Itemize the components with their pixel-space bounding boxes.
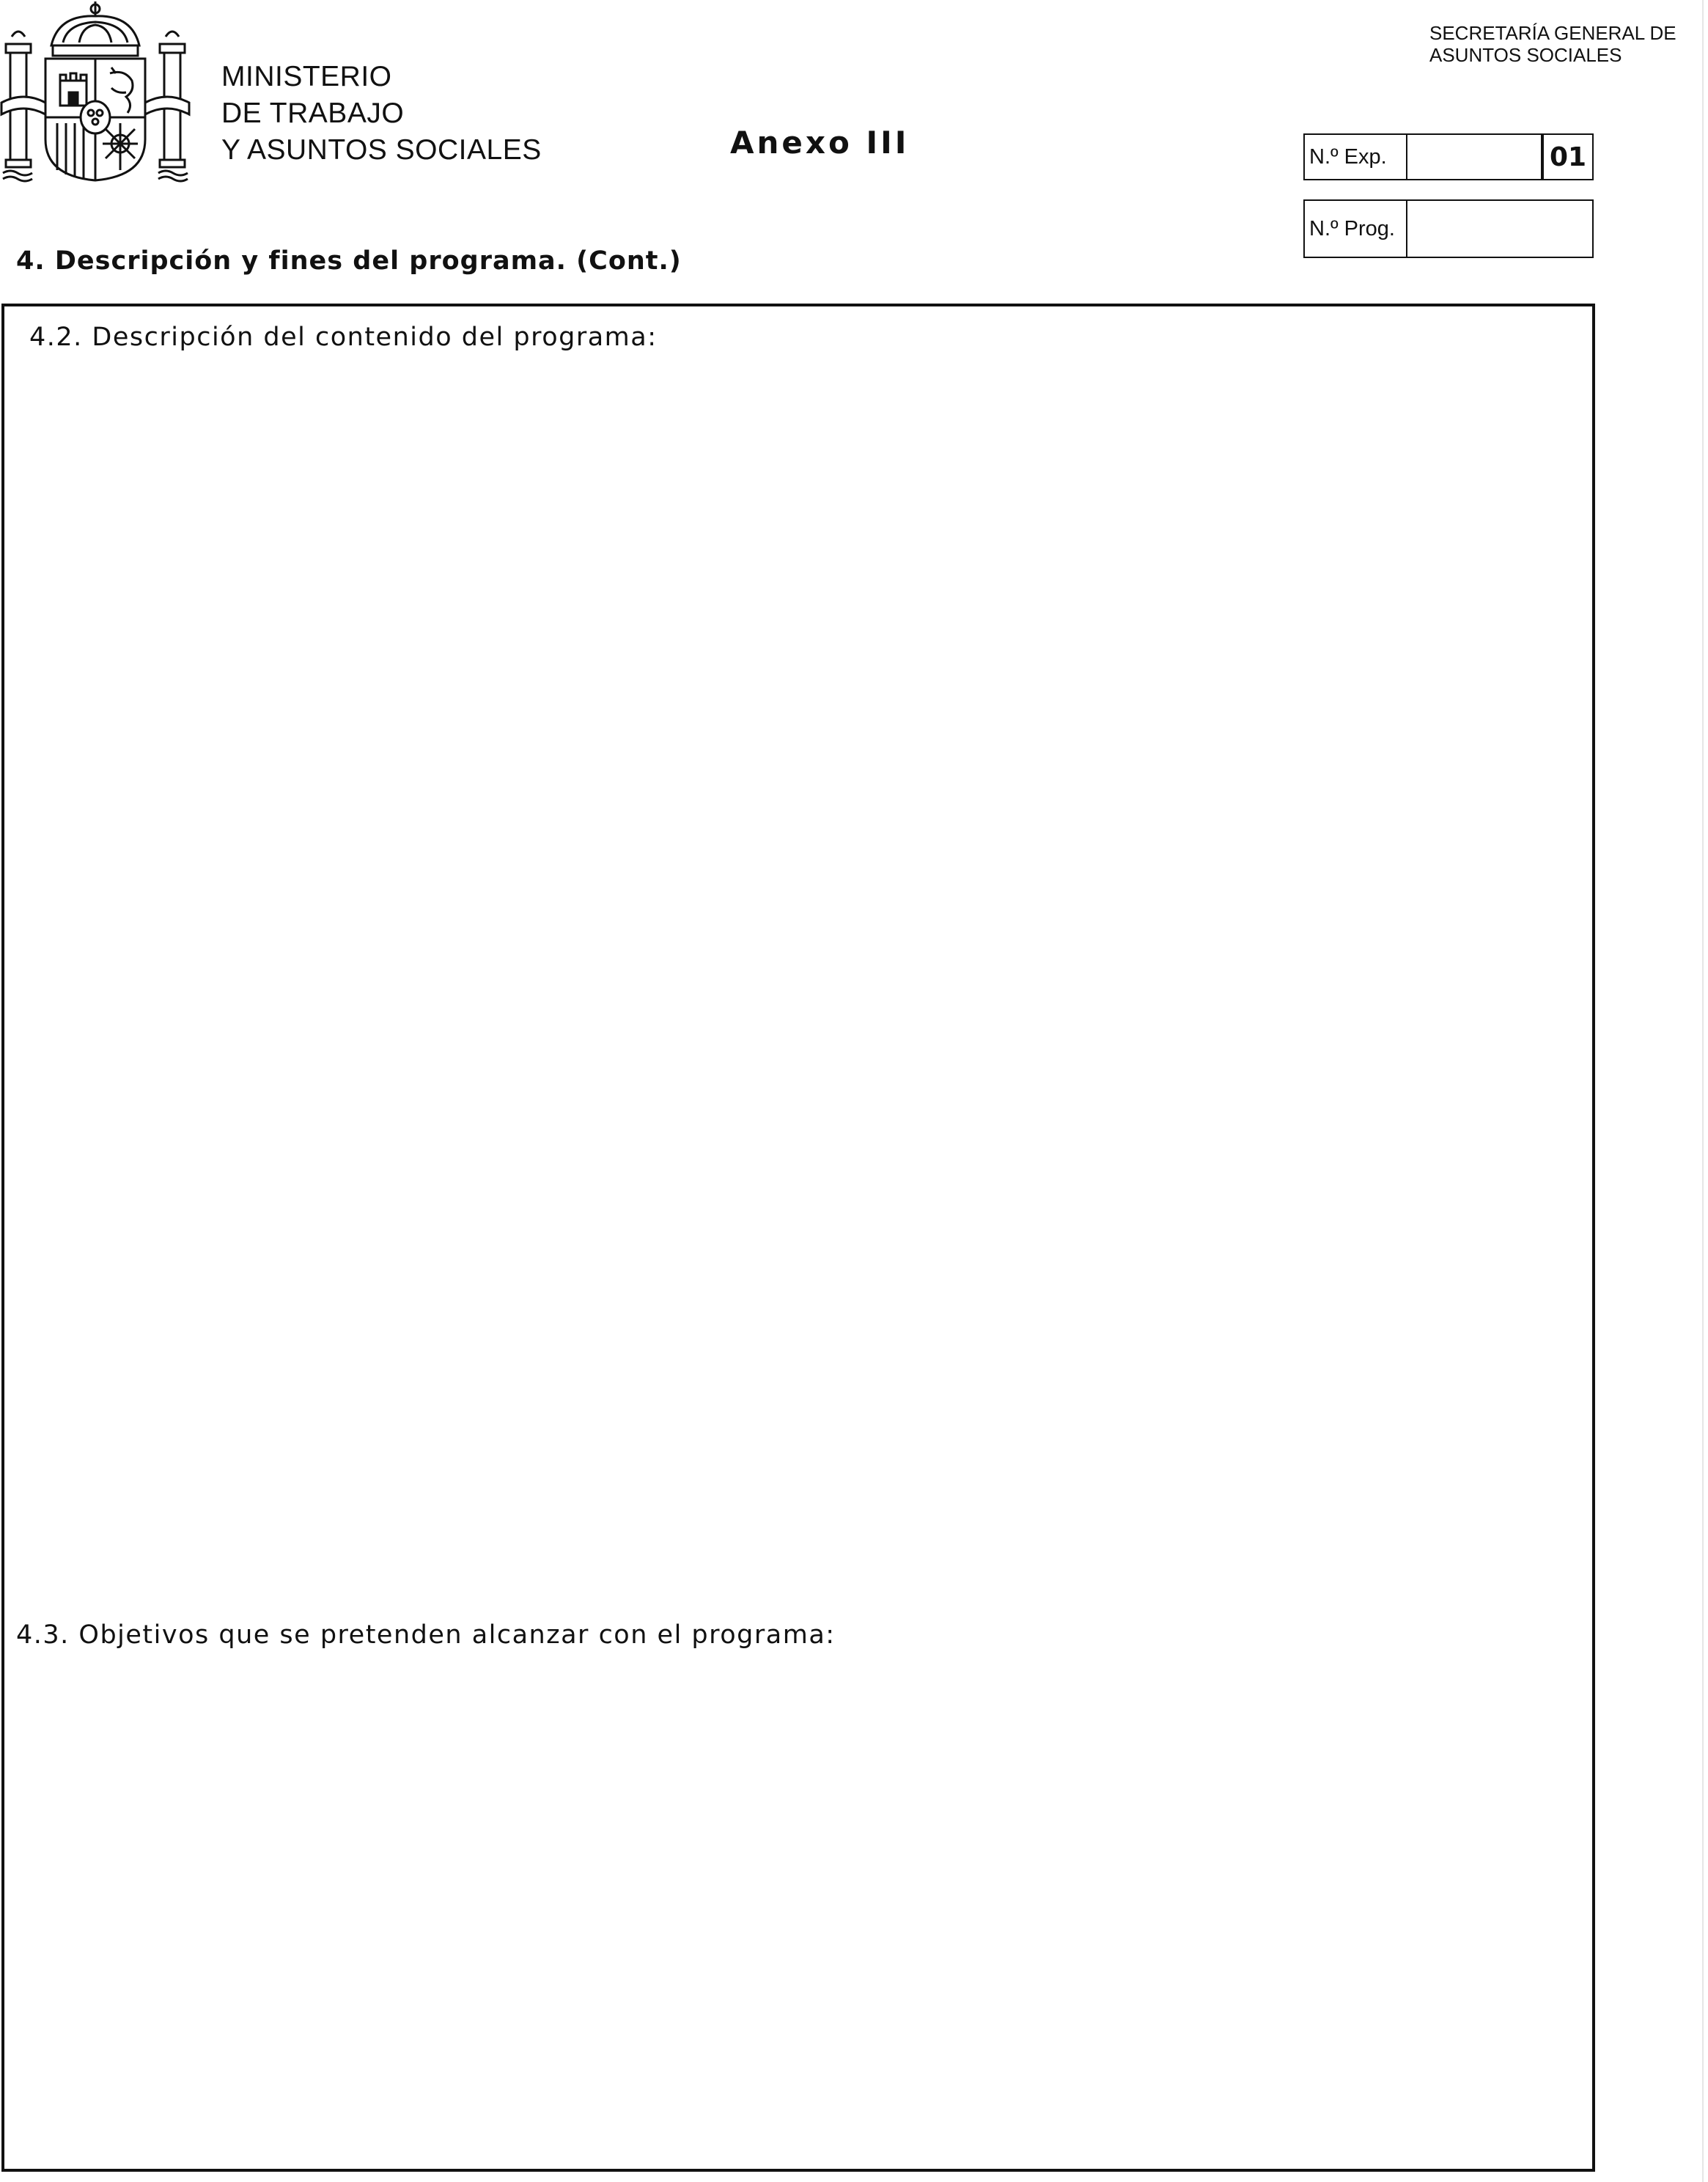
secretaria-line-2: ASUNTOS SOCIALES <box>1429 44 1622 66</box>
description-field[interactable] <box>9 367 1585 1598</box>
ministry-line-2: DE TRABAJO <box>221 98 405 129</box>
spain-coat-of-arms-icon <box>0 0 191 187</box>
secretaria-line-1: SECRETARÍA GENERAL DE <box>1429 22 1676 44</box>
exp-number-field[interactable] <box>1407 135 1541 179</box>
section-title: 4. Descripción y fines del programa. (Cont.) <box>16 246 682 276</box>
objectives-field[interactable] <box>9 1664 1585 2156</box>
ministry-name <box>221 59 542 169</box>
page-edge <box>1702 0 1704 2182</box>
annex-title: Anexo III <box>730 125 910 161</box>
exp-number-box <box>1303 133 1594 180</box>
ministry-line-3: Y ASUNTOS SOCIALES <box>221 134 542 166</box>
description-label: 4.2. Descripción del contenido del programa: <box>29 323 658 352</box>
exp-number-label: N.º Exp. <box>1309 144 1387 169</box>
secretaria-name <box>1429 22 1676 66</box>
exp-code: 01 <box>1549 142 1587 172</box>
ministry-line-1: MINISTERIO <box>221 61 392 92</box>
prog-number-field[interactable] <box>1407 201 1594 257</box>
prog-number-box <box>1303 199 1594 258</box>
objectives-label: 4.3. Objetivos que se pretenden alcanzar con el programa: <box>16 1620 836 1650</box>
prog-number-label: N.º Prog. <box>1309 216 1395 240</box>
